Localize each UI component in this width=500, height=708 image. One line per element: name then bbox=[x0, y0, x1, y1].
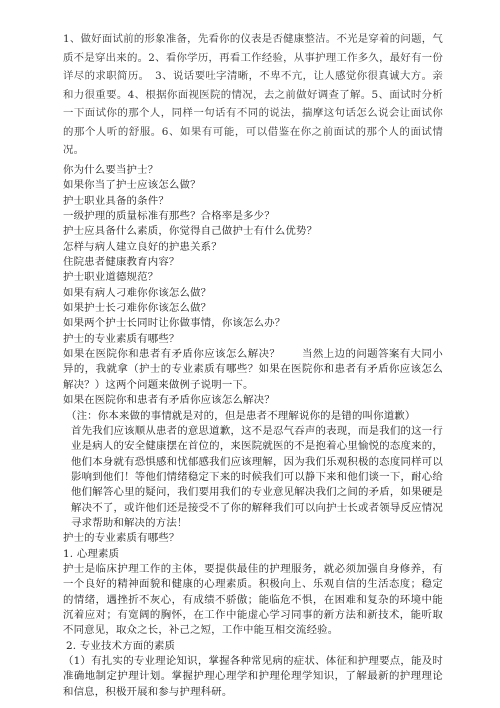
question-line: 如果护士长刁难你你该怎么做？ bbox=[63, 302, 212, 315]
intro-text: 1、做好面试前的形象准备，先看你的仪表是否健康整洁。不光是穿着的问题，气质不是穿出来的。2、看你学历，再看工作经验，从事护理工作多久，最好有一份详尽的求职简历。 3、说话要吐字清晰，不卑不亢，让人感觉你很真诚大方。亲和力很重要。4、根据你面视医院的情况，去之前做好调查了解。5、面试时分析一下面试你的那个人，同样一句话有不同的说法，揣摩这句话怎么说会让面试你的那个人听的舒服。6、如果有可能，可以借鉴在你之前面试的那个人的面试情况。 bbox=[63, 33, 443, 156]
question-line: 怎样与病人建立良好的护患关系？ bbox=[63, 240, 222, 253]
question-line: 护士的专业素质有哪些？ bbox=[63, 532, 180, 545]
note-line: （注：你本来做的事情就是对的，但是患者不理解说你的是错的叫你道歉） bbox=[66, 409, 416, 422]
question-line: 如果你当了护士应该怎么做？ bbox=[63, 179, 201, 192]
psychological-quality-paragraph: 护士是临床护理工作的主体，要提供最佳的护理服务，就必须加强自身修养，有一个良好的精神面貌和健康的心理素质。积极向上、乐观自信的生活态度；稳定的情绪，遇挫折不灰心，有成绩不骄傲；能临危不惧，在困难和复杂的环境中能沉着应对；有宽阔的胸怀，在工作中能虚心学习同事的新方法和新技术，能听取不同意见，取众之长，补己之短，工作中能互相交流经验。 bbox=[63, 562, 443, 637]
question-line: 一级护理的质量标准有那些？合格率是多少？ bbox=[63, 210, 275, 223]
question-line: 你为什么要当护士？ bbox=[63, 164, 159, 176]
question-line: 护士职业具备的条件？ bbox=[63, 194, 169, 207]
section-heading: 2. 专业技术方面的素质 bbox=[66, 639, 176, 652]
question-answer-section bbox=[63, 163, 443, 700]
question-line: 住院患者健康教育内容？ bbox=[63, 256, 180, 269]
question-line: 如果有病人刁难你你该怎么做？ bbox=[63, 286, 212, 299]
question-line: 护士的专业素质有哪些？ bbox=[63, 332, 180, 345]
question-line: 如果在医院你和患者有矛盾你应该怎么解决？ bbox=[63, 394, 275, 407]
answer-paragraph: 首先我们应该顺从患者的意思道歉，这不是忍气吞声的表现，而是我们的这一行业是病人的安全健康摆在首位的，来医院就医的不是抱着心里愉悦的态度来的，他们本身就有恐惧感和忧郁感我们应该理解，因为我们乐观积极的态度同样可以影响到他们！等他们情绪稳定下来的时候我们可以静下来和他们谈一下，耐心给他们解答心里的疑问，我们要用我们的专业意见解决我们之间的矛盾，如果硬是解决不了，或许他们还是接受不了你的解释我们可以向护士长或者领导反应情况寻求帮助和解决的方法！ bbox=[71, 424, 443, 529]
question-line: 如果两个护士长同时让你做事情，你该怎么办？ bbox=[63, 317, 286, 330]
example-explanation-paragraph: 如果在医院你和患者有矛盾你应该怎么解决？ 当然上边的问题答案有大同小异的，我就拿（护士的专业素质有哪些？如果在医院你和患者有矛盾你应该怎么解决？）这两个问题来做例子说明一下。 bbox=[63, 348, 443, 391]
question-line: 护士职业道德规范？ bbox=[63, 271, 159, 284]
document-page bbox=[63, 0, 443, 708]
technical-quality-paragraph: （1）有扎实的专业理论知识，掌握各种常见病的症状、体征和护理要点，能及时准确地制定护理计划。掌握护理心理学和护理伦理学知识，了解最新的护理理论和信息，积极开展和参与护理科研。 bbox=[63, 655, 443, 698]
question-line: 护士应具备什么素质，你觉得自己做护士有什么优势？ bbox=[63, 225, 318, 238]
section-heading: 1. 心理素质 bbox=[63, 547, 120, 560]
interview-tips-paragraph bbox=[63, 30, 443, 160]
